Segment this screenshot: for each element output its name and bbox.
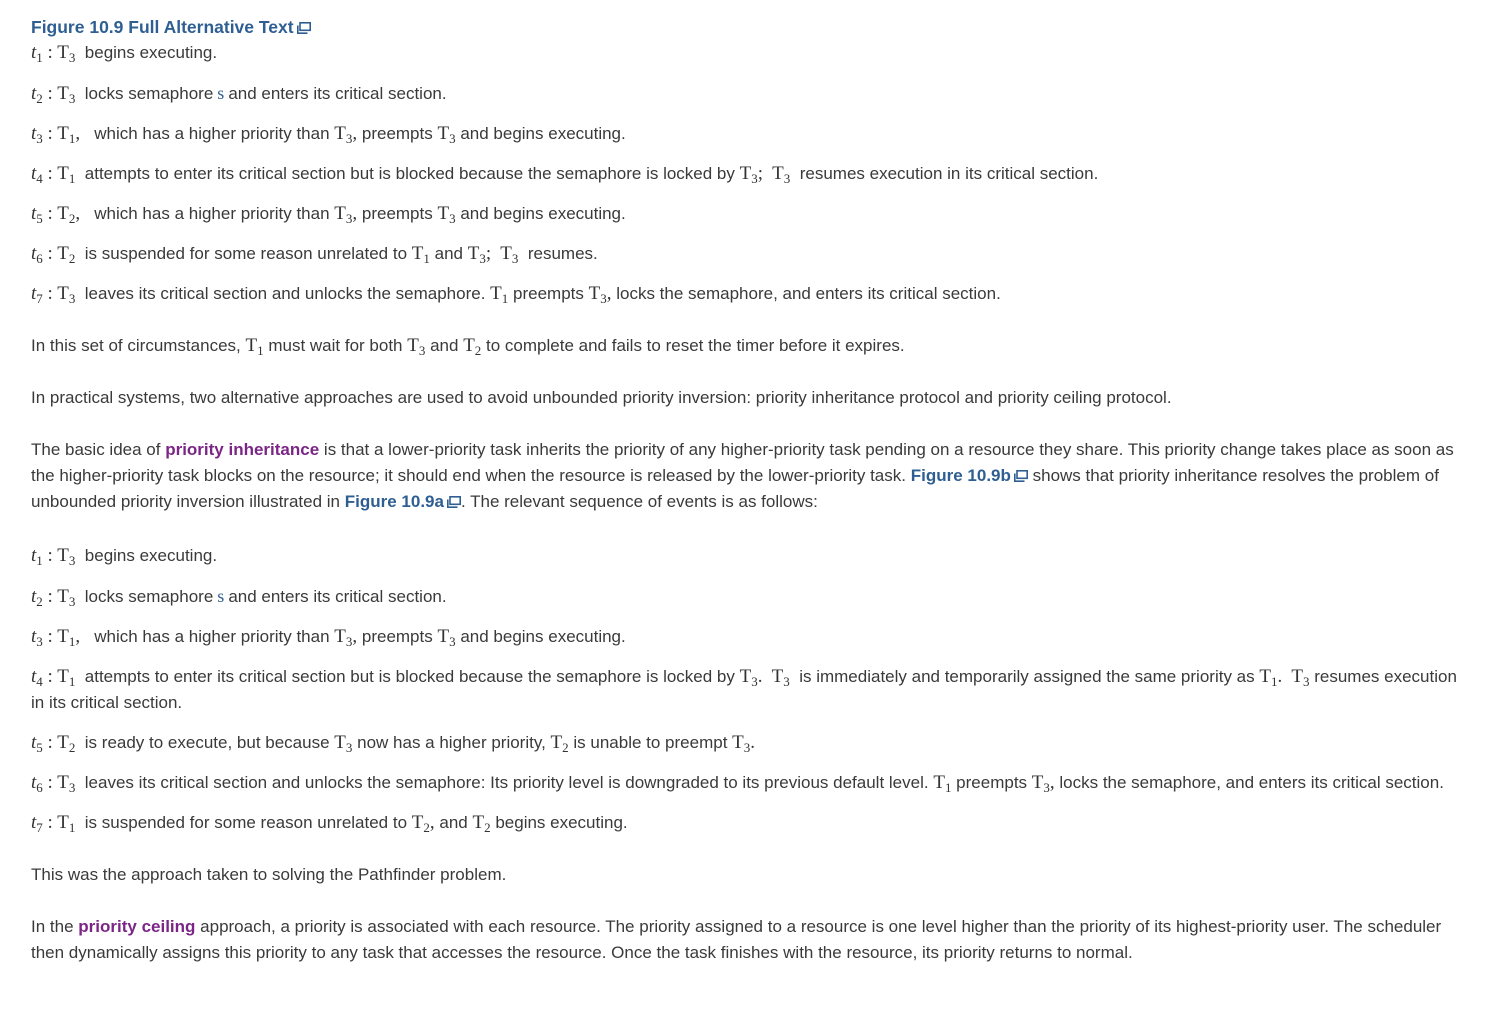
paragraph-circumstances: In this set of circumstances, $T_1$ must wait for both $T_3$ and $T_2$ to complete and fails to reset the timer before it expires. [31,335,905,358]
event-item: $t_4$ : $T_1$ attempts to enter its critical section but is blocked because the semaphore is locked by $T_3$. $T_3$ is immediately and temporarily assigned the same priority as $T_1$. $T_3$ resumes execution in its critical section. [31,666,1457,712]
figure-10-9a-link[interactable]: Figure 10.9a [345,492,461,511]
figure-alt-text-label[interactable]: Figure 10.9 Full Alternative Text [31,17,294,37]
figure-alt-text-link[interactable] [31,16,311,38]
external-window-icon [297,22,311,34]
event-item: $t_7$ : $T_3$ leaves its critical section and unlocks the semaphore. $T_1$ preempts $T_3$, locks the semaphore, and enters its critical section. [31,283,1001,306]
term-priority-inheritance: priority inheritance [165,440,320,459]
paragraph-pathfinder: This was the approach taken to solving the Pathfinder problem. [31,865,507,884]
event-item: $t_1$ : $T_3$ begins executing. [31,545,218,568]
event-item: $t_2$ : $T_3$ locks semaphore s and enters its critical section. [31,586,447,609]
event-item: $t_7$ : $T_1$ is suspended for some reason unrelated to $T_2$, and $T_2$ begins executing. [31,812,628,835]
event-item: $t_6$ : $T_2$ is suspended for some reason unrelated to $T_1$ and $T_3$; $T_3$ resumes. [31,243,598,266]
paragraph-ceiling: In the priority ceiling approach, a priority is associated with each resource. The priority assigned to a resource is one level higher than the priority of its highest-priority user. The scheduler then dynamically assigns this priority to any task that accesses the resource. Once the task finishes with the resource, its priority returns to normal. [31,917,1442,962]
event-item: $t_5$ : $T_2$, which has a higher priority than $T_3$, preempts $T_3$ and begins executing. [31,203,626,226]
event-item: $t_5$ : $T_2$ is ready to execute, but because $T_3$ now has a higher priority, $T_2$ is unable to preempt $T_3$. [31,732,756,755]
event-item: $t_2$ : $T_3$ locks semaphore s and enters its critical section. [31,83,447,106]
paragraph-practical: In practical systems, two alternative approaches are used to avoid unbounded priority inversion: priority inheritance protocol and priority ceiling protocol. [31,388,1172,407]
term-priority-ceiling: priority ceiling [78,917,196,936]
event-item: $t_1$ : $T_3$ begins executing. [31,42,218,65]
event-item: $t_6$ : $T_3$ leaves its critical section and unlocks the semaphore: Its priority level is downgraded to its previous default level. $T_1$ preempts $T_3$, locks the semaphore, and enters its critical section. [31,772,1444,795]
event-item: $t_4$ : $T_1$ attempts to enter its critical section but is blocked because the semaphore is locked by $T_3$; $T_3$ resumes execution in its critical section. [31,163,1099,186]
paragraph-inheritance: The basic idea of priority inheritance is that a lower-priority task inherits the priority of any higher-priority task pending on a resource they share. This priority change takes place as soon as the higher-priority task blocks on the resource; it should end when the resource is released by the lower-priority task. Figure 10.9b shows that priority inheritance resolves the problem of unbounded priority inversion illustrated in Figure 10.9a . The relevant sequence of events is as follows: [31,440,1454,511]
external-window-icon [447,496,461,508]
figure-10-9b-link[interactable]: Figure 10.9b [911,466,1028,485]
event-item: $t_3$ : $T_1$, which has a higher priority than $T_3$, preempts $T_3$ and begins executing. [31,123,626,146]
external-window-icon [1014,470,1028,482]
event-item: $t_3$ : $T_1$, which has a higher priority than $T_3$, preempts $T_3$ and begins executing. [31,626,626,649]
